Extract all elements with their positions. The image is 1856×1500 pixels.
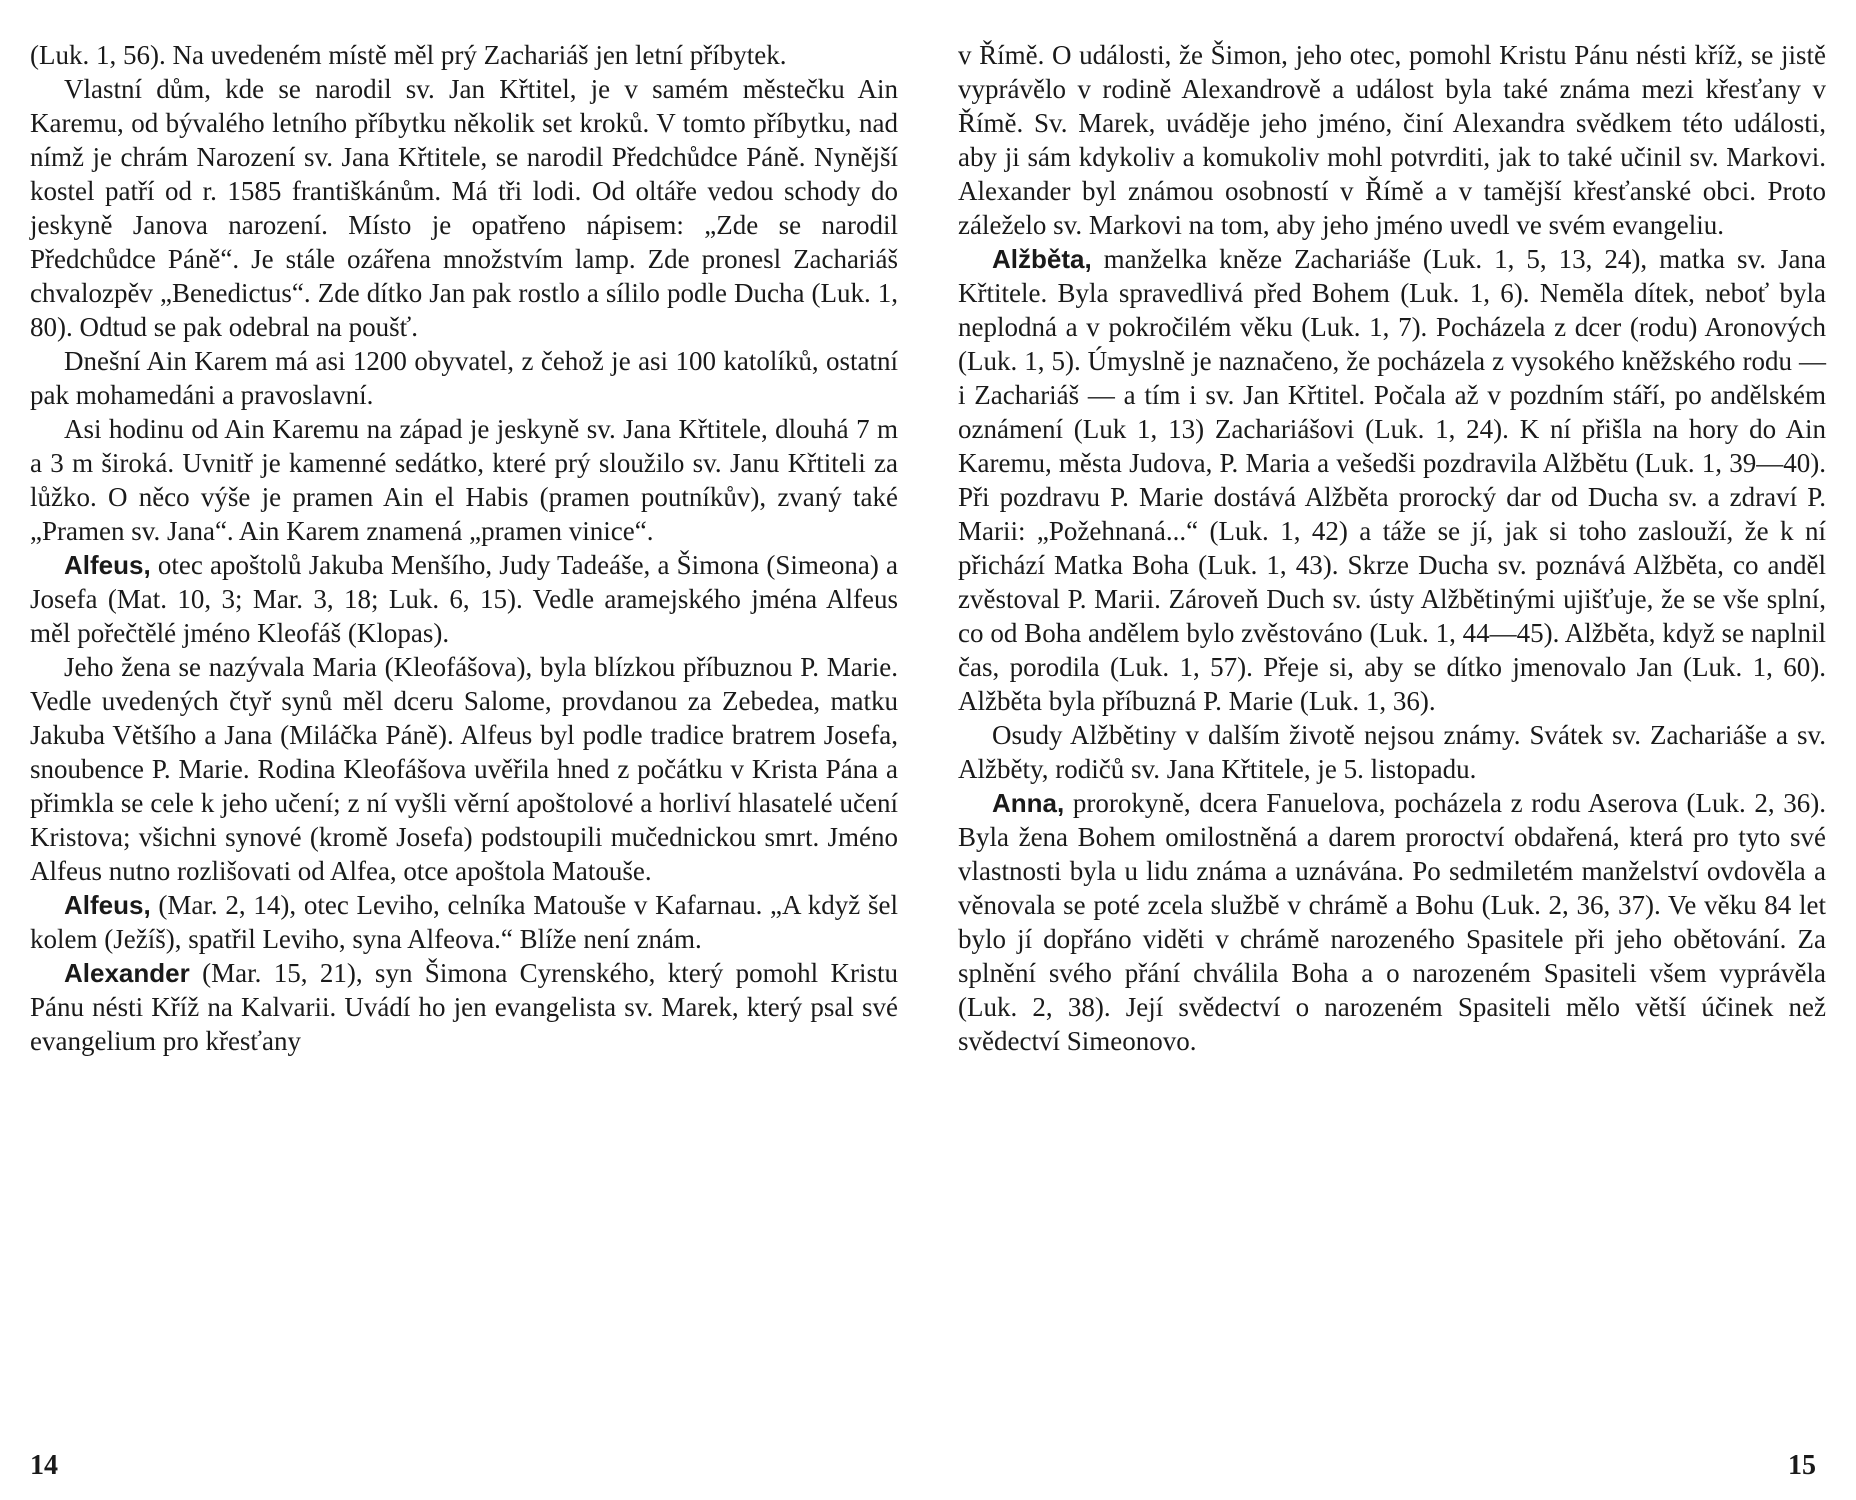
paragraph-text: Jeho žena se nazývala Maria (Kleofášova), byla blízkou příbuznou P. Marie. Vedle uvedených čtyř synů měl dceru Salome, provdanou za Zebedea, matku Jakuba Většího a Jana (Miláčka Páně). Alfeus byl podle tradice bratrem Josefa, snoubence P. Marie. Rodina Kleofášova uvěřila hned z počátku v Krista Pána a přimkla se cele k jeho učení; z ní vyšli věrní apoštolové a horliví hlasatelé učení Kristova; všichni synové (kromě Josefa) podstoupili mučednickou smrt. Jméno Alfeus nutno rozlišovati od Alfea, otce apoštola Matouše. [30, 652, 898, 886]
paragraph [958, 718, 1826, 786]
entry-headword: Anna, [992, 788, 1065, 818]
paragraph-text: Asi hodinu od Ain Karemu na západ je jeskyně sv. Jana Křtitele, dlouhá 7 m a 3 m široká. Uvnitř je kamenné sedátko, které prý sloužilo sv. Janu Křtiteli za lůžko. O něco výše je pramen Ain el Habis (pramen poutníkův), zvaný také „Pramen sv. Jana“. Ain Karem znamená „pramen vinice“. [30, 414, 898, 546]
paragraph [30, 344, 898, 412]
paragraph-text: prorokyně, dcera Fanuelova, pocházela z rodu Aserova (Luk. 2, 36). Byla žena Bohem omilostněná a darem proroctví obdařená, která pro tyto své vlastnosti byla u lidu známa a uznávána. Po sedmiletém manželství ovdověla a věnovala se poté zcela službě v chrámě a Bohu (Luk. 2, 36, 37). Ve věku 84 let bylo jí dopřáno viděti v chrámě narozeného Spasitele při jeho obětování. Za splnění svého přání chválila Boha a o narozeném Spasiteli všem vyprávěla (Luk. 2, 38). Její svědectví o narozeném Spasiteli mělo větší účinek než svědectví Simeonovo. [958, 788, 1826, 1056]
left-page-text [30, 38, 898, 1058]
paragraph-text: (Mar. 2, 14), otec Leviho, celníka Matouše v Kafarnau. „A když šel kolem (Ježíš), spatřil Leviho, syna Alfeova.“ Blíže není znám. [30, 890, 898, 954]
entry-headword: Alžběta, [992, 244, 1092, 274]
entry-alfeus-2 [30, 888, 898, 956]
paragraph [30, 72, 898, 344]
paragraph-text: manželka kněze Zachariáše (Luk. 1, 5, 13, 24), matka sv. Jana Křtitele. Byla spravedlivá před Bohem (Luk. 1, 6). Neměla dítek, neboť byla neplodná a v pokročilém věku (Luk. 1, 7). Pocházela z dcer (rodu) Aronových (Luk. 1, 5). Úmyslně je naznačeno, že pocházela z vysokého kněžského rodu — i Zachariáš — a tím i sv. Jan Křtitel. Počala až v pozdním stáří, po andělském oznámení (Luk 1, 13) Zachariášovi (Luk. 1, 24). K ní přišla na hory do Ain Karemu, města Judova, P. Maria a vešedši pozdravila Alžbětu (Luk. 1, 39—40). Při pozdravu P. Marie dostává Alžběta prorocký dar od Ducha sv. a zdraví P. Marii: „Požehnaná...“ (Luk. 1, 42) a táže se jí, jak si toho zaslouží, že k ní přichází Matka Boha (Luk. 1, 43). Skrze Ducha sv. poznává Alžběta, co anděl zvěstoval P. Marii. Zároveň Duch sv. ústy Alžbětinými ujišťuje, že se vše splní, co od Boha andělem bylo zvěstováno (Luk. 1, 44—45). Alžběta, když se naplnil čas, porodila (Luk. 1, 57). Přeje si, aby se dítko jmenovalo Jan (Luk. 1, 60). Alžběta byla příbuzná P. Marie (Luk. 1, 36). [958, 244, 1826, 716]
entry-alexander [30, 956, 898, 1058]
entry-alzbeta [958, 242, 1826, 718]
paragraph-text: Vlastní dům, kde se narodil sv. Jan Křtitel, je v samém městečku Ain Karemu, od bývalého letního příbytku několik set kroků. V tomto příbytku, nad nímž je chrám Narození sv. Jana Křtitele, se narodil Předchůdce Páně. Nynější kostel patří od r. 1585 františkánům. Má tři lodi. Od oltáře vedou schody do jeskyně Janova narození. Místo je opatřeno nápisem: „Zde se narodil Předchůdce Páně“. Je stále ozářena množstvím lamp. Zde pronesl Zachariáš chvalozpěv „Benedictus“. Zde dítko Jan pak rostlo a sílilo podle Ducha (Luk. 1, 80). Odtud se pak odebral na poušť. [30, 74, 898, 342]
paragraph [958, 38, 1826, 242]
paragraph-text: (Luk. 1, 56). Na uvedeném místě měl prý Zachariáš jen letní příbytek. [30, 40, 787, 70]
entry-headword: Alfeus, [64, 550, 151, 580]
entry-headword: Alexander [64, 958, 190, 988]
paragraph [30, 650, 898, 888]
paragraph-text: Osudy Alžbětiny v dalším životě nejsou známy. Svátek sv. Zachariáše a sv. Alžběty, rodičů sv. Jana Křtitele, je 5. listopadu. [958, 720, 1826, 784]
paragraph-text: v Římě. O události, že Šimon, jeho otec, pomohl Kristu Pánu nésti kříž, se jistě vyprávělo v rodině Alexandrově a událost byla také známa mezi křesťany v Římě. Sv. Marek, uváděje jeho jméno, činí Alexandra svědkem této události, aby ji sám kdykoliv a komukoliv mohl potvrditi, jak to také učinil sv. Markovi. Alexander byl známou osobností v Římě a v tamější křesťanské obci. Proto záleželo sv. Markovi na tom, aby jeho jméno uvedl ve svém evangeliu. [958, 40, 1826, 240]
entry-alfeus-1 [30, 548, 898, 650]
left-page [30, 38, 898, 1481]
paragraph-text: otec apoštolů Jakuba Menšího, Judy Tadeáše, a Šimona (Simeona) a Josefa (Mat. 10, 3; Mar. 3, 18; Luk. 6, 15). Vedle aramejského jména Alfeus měl pořečtělé jméno Kleofáš (Klopas). [30, 550, 898, 648]
right-page [958, 38, 1826, 1481]
page-number: 15 [1788, 1450, 1816, 1481]
entry-anna [958, 786, 1826, 1058]
paragraph-text: (Mar. 15, 21), syn Šimona Cyrenského, který pomohl Kristu Pánu nésti Kříž na Kalvarii. Uvádí ho jen evangelista sv. Marek, který psal své evangelium pro křesťany [30, 958, 898, 1056]
right-page-text [958, 38, 1826, 1058]
paragraph [30, 412, 898, 548]
paragraph-text: Dnešní Ain Karem má asi 1200 obyvatel, z čehož je asi 100 katolíků, ostatní pak mohamedáni a pravoslavní. [30, 346, 898, 410]
paragraph [30, 38, 898, 72]
entry-headword: Alfeus, [64, 890, 151, 920]
page-number: 14 [30, 1450, 58, 1481]
